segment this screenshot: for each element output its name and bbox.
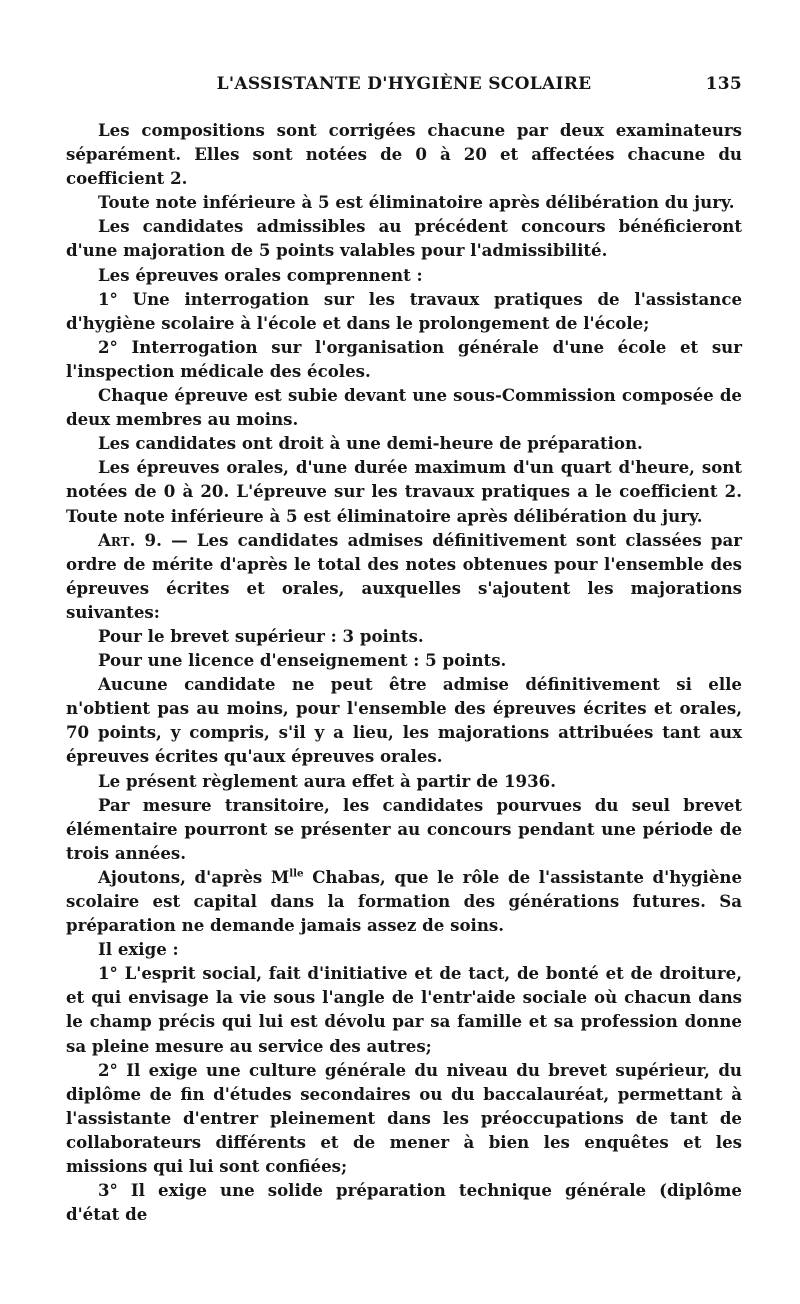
- paragraph: Par mesure transitoire, les candidates pourvues du seul brevet élémentaire pourront se présenter au concours pendant une période de trois années.: [66, 794, 742, 863]
- page-number: 135: [705, 74, 742, 94]
- body-text: [66, 118, 742, 1226]
- paragraph: Il exige :: [98, 939, 179, 960]
- paragraph: Pour une licence d'enseignement : 5 points.: [98, 650, 507, 671]
- paragraph: Les candidates admissibles au précédent concours bénéficieront d'une majoration de 5 points valables pour l'admissibilité.: [66, 216, 742, 261]
- chabas-text-before: Ajoutons, d'après M: [98, 866, 290, 887]
- paragraph: 3° Il exige une solide préparation technique générale (diplôme d'état de: [66, 1180, 742, 1225]
- article-paragraph: [66, 528, 742, 624]
- paragraph: Les compositions sont corrigées chacune par deux examinateurs séparément. Elles sont notées de 0 à 20 et affectées chacune du coefficient 2.: [66, 120, 742, 189]
- chabas-text-after: Chabas, que le rôle de l'assistante d'hygiène scolaire est capital dans la formation des générations futures. Sa préparation ne demande jamais assez de soins.: [66, 866, 743, 936]
- book-page: [66, 64, 742, 1226]
- paragraph: Les épreuves orales, d'une durée maximum d'un quart d'heure, sont notées de 0 à 20. L'épreuve sur les travaux pratiques a le coefficient 2. Toute note inférieure à 5 est éliminatoire après délibération du jury.: [66, 457, 742, 526]
- paragraph: Chaque épreuve est subie devant une sous-Commission composée de deux membres au moins.: [66, 385, 742, 430]
- paragraph: Pour le brevet supérieur : 3 points.: [98, 625, 424, 646]
- paragraph: 2° Interrogation sur l'organisation générale d'une école et sur l'inspection médicale des écoles.: [66, 336, 742, 381]
- title-abbreviation: lle: [289, 867, 304, 880]
- paragraph: Aucune candidate ne peut être admise définitivement si elle n'obtient pas au moins, pour l'ensemble des épreuves écrites et orales, 70 points, y compris, s'il y a lieu, les majorations attribuées tant aux épreuves écrites qu'aux épreuves orales.: [66, 674, 742, 767]
- paragraph: 1° L'esprit social, fait d'initiative et de tact, de bonté et de droiture, et qui envisage la vie sous l'angle de l'entr'aide sociale où chacun dans le champ précis qui lui est dévolu par sa famille et sa profession donne sa pleine mesure au service des autres;: [66, 963, 742, 1056]
- paragraph: Les épreuves orales comprennent :: [98, 264, 423, 285]
- article-label: Art. 9.: [98, 529, 162, 550]
- running-title: L'ASSISTANTE D'HYGIÈNE SCOLAIRE: [216, 74, 592, 94]
- paragraph: 2° Il exige une culture générale du niveau du brevet supérieur, du diplôme de fin d'études secondaires ou du baccalauréat, permettant à l'assistante d'entrer pleinement dans les préoccupations de tant de collaborateurs différents et de mener à bien les enquêtes et les missions qui lui sont confiées;: [66, 1059, 742, 1177]
- paragraph: Les candidates ont droit à une demi-heure de préparation.: [98, 433, 643, 454]
- running-head: [66, 64, 742, 100]
- paragraph: 1° Une interrogation sur les travaux pratiques de l'assistance d'hygiène scolaire à l'école et dans le prolongement de l'école;: [66, 288, 742, 333]
- paragraph: Le présent règlement aura effet à partir de 1936.: [98, 770, 556, 791]
- article-text: — Les candidates admises définitivement sont classées par ordre de mérite d'après le total des notes obtenues pour l'ensemble des épreuves écrites et orales, auxquelles s'ajoutent les majorations suivantes:: [66, 529, 742, 622]
- chabas-paragraph: [66, 865, 742, 937]
- paragraph: Toute note inférieure à 5 est éliminatoire après délibération du jury.: [98, 192, 735, 213]
